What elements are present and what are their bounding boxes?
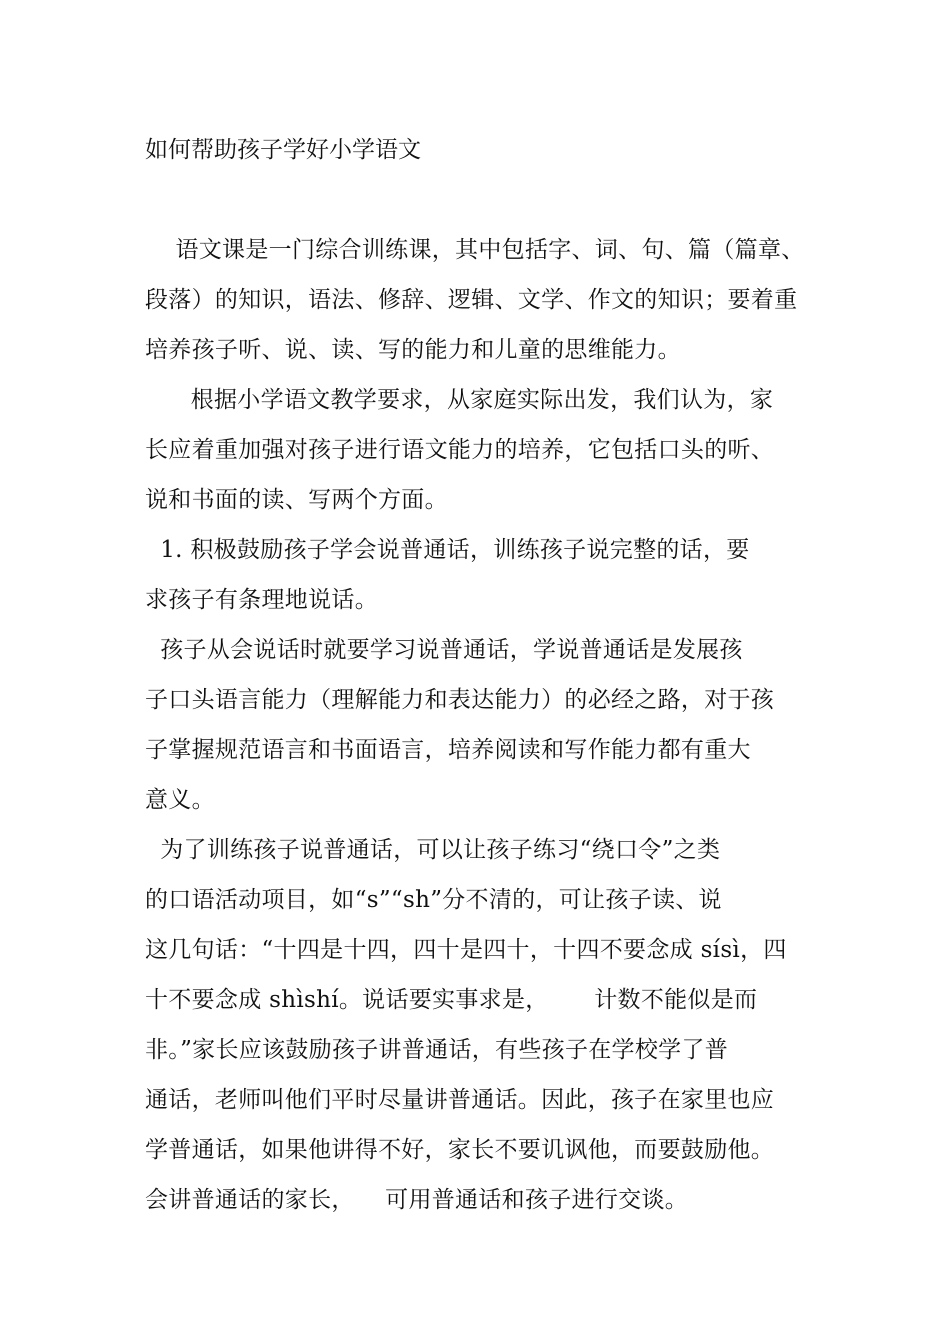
paragraph-line: 长应着重加强对孩子进行语文能力的培养，它包括口头的听、 — [145, 437, 775, 463]
paragraph-line: 会讲普通话的家长， 可用普通话和孩子进行交谈。 — [145, 1187, 689, 1213]
paragraph-line: 的口语活动项目，如“s”“sh”分不清的，可让孩子读、说 — [145, 887, 722, 913]
paragraph-line: 根据小学语文教学要求，从家庭实际出发，我们认为，家 — [145, 387, 774, 413]
paragraph-line: 段落）的知识，语法、修辞、逻辑、文学、作文的知识；要着重 — [145, 287, 798, 313]
paragraph-line: 通话，老师叫他们平时尽量讲普通话。因此，孩子在家里也应 — [145, 1087, 775, 1113]
document-title: 如何帮助孩子学好小学语文 — [145, 137, 421, 163]
paragraph-line: 十不要念成 shìshí。说话要实事求是， 计数不能似是而 — [145, 987, 758, 1013]
paragraph-line: 意义。 — [145, 787, 215, 813]
paragraph-line: 培养孩子听、说、读、写的能力和儿童的思维能力。 — [145, 337, 681, 363]
paragraph-line: 这几句话：“十四是十四，四十是四十，十四不要念成 sísì，四 — [145, 937, 787, 963]
paragraph-line: 语文课是一门综合训练课，其中包括字、词、句、篇（篇章、 — [145, 237, 805, 263]
paragraph-line: 说和书面的读、写两个方面。 — [145, 487, 448, 513]
paragraph-line: 1. 积极鼓励孩子学会说普通话，训练孩子说完整的话，要 — [145, 537, 750, 563]
paragraph-line: 非。”家长应该鼓励孩子讲普通话，有些孩子在学校学了普 — [145, 1037, 729, 1063]
paragraph-line: 孩子从会说话时就要学习说普通话，学说普通话是发展孩 — [145, 637, 743, 663]
paragraph-line: 子口头语言能力（理解能力和表达能力）的必经之路，对于孩 — [145, 687, 775, 713]
paragraph-line: 学普通话，如果他讲得不好，家长不要讥讽他，而要鼓励他。 — [145, 1137, 775, 1163]
paragraph-line: 为了训练孩子说普通话，可以让孩子练习“绕口令”之类 — [145, 837, 721, 863]
paragraph-line: 子掌握规范语言和书面语言，培养阅读和写作能力都有重大 — [145, 737, 751, 763]
paragraph-line: 求孩子有条理地说话。 — [145, 587, 378, 613]
